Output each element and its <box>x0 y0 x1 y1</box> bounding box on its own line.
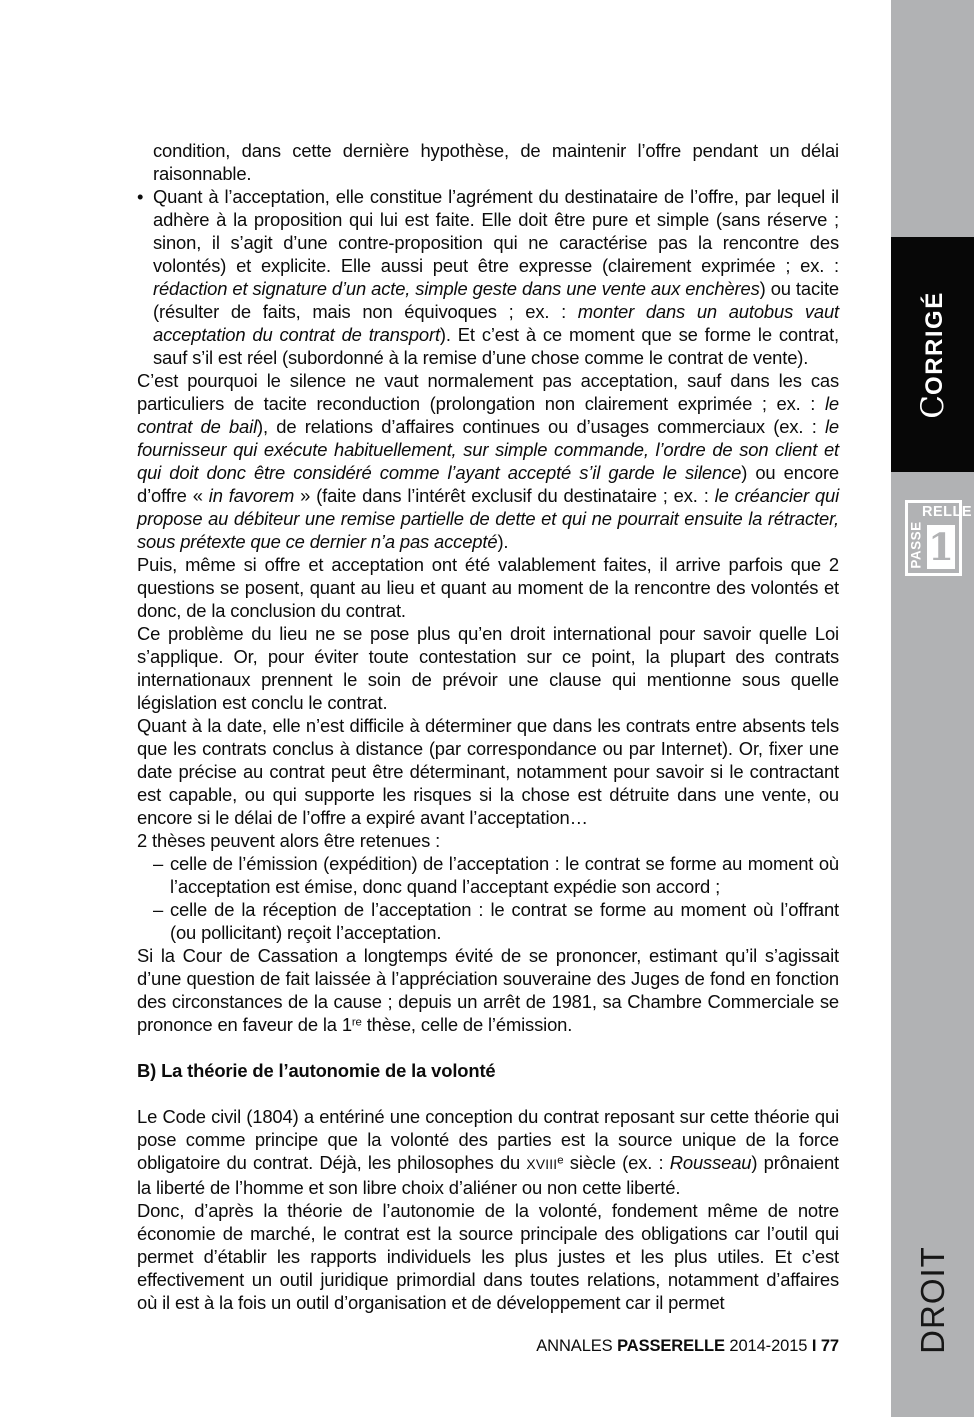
passerelle-badge <box>905 500 973 576</box>
bullet-item-acceptation: • Quant à l’acceptation, elle constitue l’agrément du destinataire de l’offre, par lequel il adhère à la proposition qui lui est faite. Elle doit être pure et simple (sans réserve ; sinon, il s’agit d’une contre-proposition qui ne caractérise pas la rencontre des volontés) et explicite. Elle aussi peut être expresse (clairement exprimée ; ex. : rédaction et signature d’un acte, simple geste dans une vente aux enchères) ou tacite (résulter de faits, mais non équivoques ; ex. : monter dans un autobus vaut acceptation du contrat de transport). Et c’est à ce moment que se forme le contrat, sauf s’il est réel (subordonné à la remise d’une chose comme le contrat de vente). <box>137 186 839 368</box>
bullet-marker: • <box>137 186 144 207</box>
corrige-rest: ORRIGÉ <box>920 290 948 395</box>
badge-passe-label: PASSE <box>908 521 924 569</box>
paragraph-deux-theses: 2 thèses peuvent alors être retenues : <box>137 830 441 851</box>
paragraph-autonomie-volonte: Donc, d’après la théorie de l’autonomie de la volonté, fondement même de notre économie de marché, le contrat est la source principale des obligations car l’outil qui permet d’établir les rapports individuels les plus justes et les plus utiles. Et c’est effectivement un outil juridique primordial dans toutes relations, notamment d’affaires où il est à la fois un outil d’organisation et de développement car il permet <box>137 1200 839 1313</box>
corrige-label <box>915 291 951 418</box>
paragraph-offre-continuation: condition, dans cette dernière hypothèse, de maintenir l’offre pendant un délai raisonnable. <box>153 140 839 184</box>
badge-number: 1 <box>928 525 954 569</box>
corrige-initial: C <box>914 394 951 419</box>
paragraph-code-civil: Le Code civil (1804) a entériné une conception du contrat reposant sur cette théorie qui pose comme principe que la volonté des parties est la source unique de la force obligatoire du contrat. Déjà, les philosophes du XVIIIe siècle (ex. : Rousseau) prônaient la liberté de l’homme et son libre choix d’aliéner ou non cette liberté. <box>137 1106 839 1198</box>
paragraph-date: Quant à la date, elle n’est difficile à déterminer que dans les contrats entre absents tels que les contrats conclus à distance (par correspondance ou par Internet). Or, fixer une date précise au contrat peut être déterminant, notamment pour savoir si le contractant est capable, ou qui supporte les risques si la chose est détruite dans une vente, ou encore si le délai de l’offre a expiré avant l’acceptation… <box>137 715 839 828</box>
droit-label-area <box>891 1242 974 1358</box>
section-heading-b: B) La théorie de l’autonomie de la volonté <box>137 1060 496 1081</box>
paragraph-deux-questions: Puis, même si offre et acceptation ont été valablement faites, il arrive parfois que 2 questions se posent, quant au lieu et quant au moment de la rencontre des volontés et donc, de la conclusion du contrat. <box>137 554 839 621</box>
dash-marker: – <box>153 853 164 874</box>
badge-relle-label: RELLE <box>922 504 973 520</box>
droit-label: DROIT <box>913 1246 951 1354</box>
dash-item-reception: – celle de la réception de l’acceptation : le contrat se forme au moment où l’offrant (ou pollicitant) reçoit l’acceptation. <box>153 899 839 943</box>
page-footer: ANNALES PASSERELLE 2014-2015 I 77 <box>536 1337 839 1355</box>
paragraph-silence: C’est pourquoi le silence ne vaut normalement pas acceptation, sauf dans les cas particuliers de tacite reconduction (prolongation non clairement exprimée ; ex. : le contrat de bail), de relations d’affaires continues ou d’usages commerciaux (ex. : le fournisseur qui exécute habituellement, sur simple commande, l’ordre de son client et qui doit donc être considéré comme l’ayant accepté s’il garde le silence) ou encore d’offre « in favorem » (faite dans l’intérêt exclusif du destinataire ; ex. : le créancier qui propose au débiteur une remise partielle de dette et qui ne pourrait ensuite la rétracter, sous prétexte que ce dernier n’a pas accepté). <box>137 370 840 552</box>
document-body <box>137 139 839 1314</box>
corrige-tab <box>891 237 974 472</box>
badge-number-box <box>927 525 955 569</box>
paragraph-cour-de-cassation: Si la Cour de Cassation a longtemps évité de se prononcer, estimant qu’il s’agissait d’une question de fait laissée à l’appréciation souveraine des Juges de fond en fonction des circonstances de la cause ; depuis un arrêt de 1981, sa Chambre Commerciale se prononce en faveur de la 1re thèse, celle de l’émission. <box>137 945 839 1035</box>
paragraph-probleme-lieu: Ce problème du lieu ne se pose plus qu’en droit international pour savoir quelle Loi s’applique. Or, pour éviter toute contestation sur ce point, la plupart des contrats internationaux prennent le soin de prévoir une clause qui mentionne sous quelle législation est conclu le contrat. <box>137 623 839 713</box>
dash-item-emission: – celle de l’émission (expédition) de l’acceptation : le contrat se forme au moment où l’acceptation est émise, donc quand l’acceptant expédie son accord ; <box>153 853 839 897</box>
dash-marker: – <box>153 899 164 920</box>
sidebar-strip <box>891 0 974 1417</box>
